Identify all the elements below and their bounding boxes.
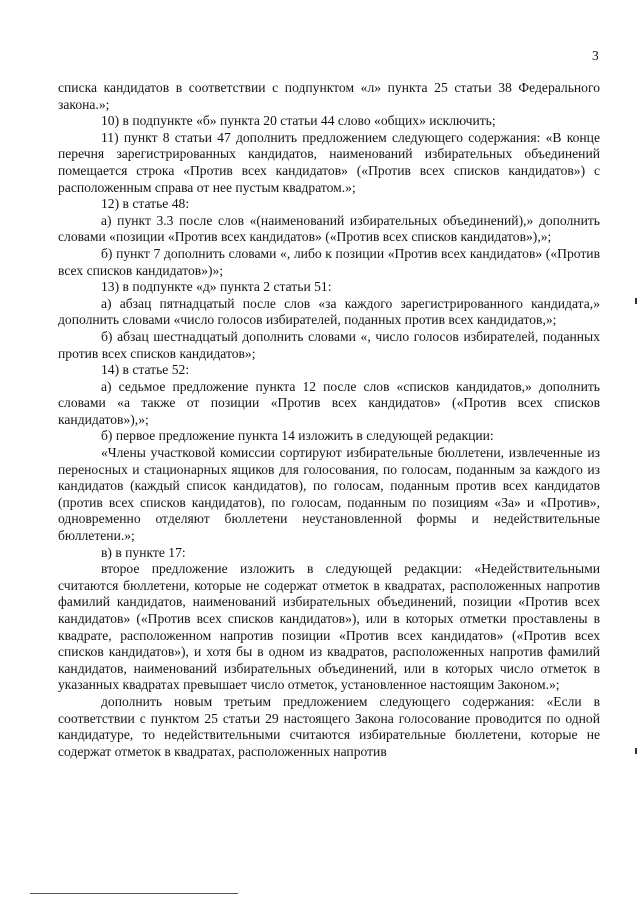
paragraph-16: дополнить новым третьим предложением следующего содержания: «Если в соответствии с пунктом 25 статьи 29 настоящего Закона голосование проводится по одной кандидатуре, то недействительными считаются избирательные бюллетени, которые не содержат отметок в квадратах, расположенных напротив xyxy=(58,693,600,759)
paragraph-2: 10) в подпункте «б» пункта 20 статьи 44 слово «общих» исключить; xyxy=(101,113,496,129)
paragraph-13: «Члены участковой комиссии сортируют избирательные бюллетени, извлеченные из переносных и стационарных ящиков для голосования, по голосам, поданным за каждого из кандидатов (каждый список кандидатов), по голосам, поданным против всех кандидатов (против всех списков кандидатов), по голосам, поданным по позициям «За» и «Против», одновременно отделяют бюллетени неустановленной формы и недействительные бюллетени.»; xyxy=(58,445,600,544)
paragraph-5: а) пункт 3.3 после слов «(наименований избирательных объединений),» дополнить словами «позиции «Против всех кандидатов» («Против всех списков кандидатов»),»; xyxy=(58,212,600,245)
paragraph-11: а) седьмое предложение пункта 12 после слов «списков кандидатов,» дополнить словами «а также от позиции «Против всех кандидатов» («Против всех списков кандидатов»),»; xyxy=(58,378,600,427)
paragraph-15: второе предложение изложить в следующей редакции: «Недействительными считаются бюллетени, которые не содержат отметок в квадратах, расположенных напротив фамилий кандидатов, наименований избирательных объединений, позиции «Против всех кандидатов» («Против всех списков кандидатов»), или в которых отметки проставлены в квадрате, расположенном напротив позиции «Против всех кандидатов» («Против всех списков кандидатов»), и хотя бы в одном из квадратов, расположенных напротив фамилий кандидатов, наименований избирательных объединений, или в которых число отметок в указанных квадратах превышает число отметок, установленное настоящим Законом.»; xyxy=(58,561,600,693)
scan-edge-mark xyxy=(635,298,637,304)
paragraph-3: 11) пункт 8 статьи 47 дополнить предложением следующего содержания: «В конце перечня зарегистрированных кандидатов, наименований избирательных объединений помещается строка «Против всех кандидатов» («Против всех списков кандидатов») с расположенным справа от нее пустым квадратом.»; xyxy=(58,129,600,195)
footer-divider xyxy=(30,893,238,894)
paragraph-1: списка кандидатов в соответствии с подпунктом «л» пункта 25 статьи 38 Федерального закона.»; xyxy=(58,80,600,112)
paragraph-7: 13) в подпункте «д» пункта 2 статьи 51: xyxy=(101,279,332,295)
paragraph-14: в) в пункте 17: xyxy=(101,544,186,560)
paragraph-6: б) пункт 7 дополнить словами «, либо к позиции «Против всех кандидатов» («Против всех списков кандидатов»)»; xyxy=(58,245,600,278)
paragraph-12: б) первое предложение пункта 14 изложить в следующей редакции: xyxy=(101,428,494,444)
scan-edge-mark xyxy=(635,748,637,754)
paragraph-4: 12) в статье 48: xyxy=(101,196,190,212)
page-number: 3 xyxy=(592,48,599,63)
paragraph-8: а) абзац пятнадцатый после слов «за каждого зарегистрированного кандидата,» дополнить словами «число голосов избирателей, поданных против всех кандидатов,»; xyxy=(58,295,600,328)
document-body xyxy=(58,80,600,760)
paragraph-10: 14) в статье 52: xyxy=(101,362,190,378)
paragraph-9: б) абзац шестнадцатый дополнить словами «, число голосов избирателей, поданных против всех списков кандидатов»; xyxy=(58,328,600,361)
